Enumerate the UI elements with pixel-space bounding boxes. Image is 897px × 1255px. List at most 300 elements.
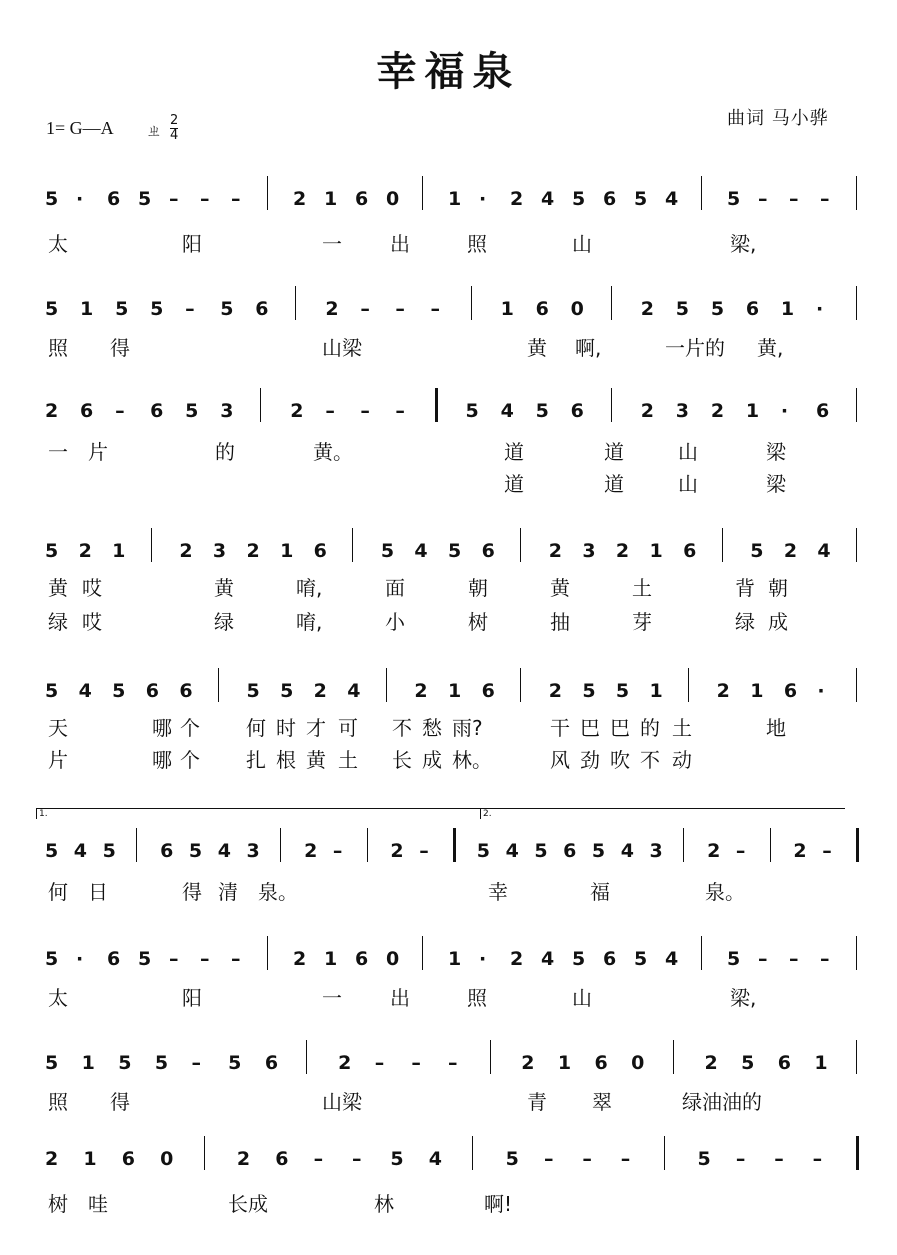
barline	[151, 528, 152, 562]
note: 2	[293, 188, 307, 210]
lyric-word: 照	[467, 986, 487, 1010]
note: 2	[325, 298, 339, 320]
lyric-word: 日	[88, 880, 108, 904]
barline	[490, 1040, 491, 1074]
note: –	[115, 400, 125, 422]
lyric-line	[0, 1086, 897, 1114]
note: 1	[112, 540, 126, 562]
note: 6	[145, 680, 159, 702]
note: 5	[220, 298, 234, 320]
lyric-word: 雨?	[452, 716, 483, 740]
composer-credit: 曲词 马小骅	[727, 108, 829, 129]
note: ·	[479, 948, 487, 970]
note: 5	[185, 400, 199, 422]
note: 6	[594, 1052, 608, 1074]
first-ending-label: 1.	[39, 809, 48, 819]
lyric-word: 泉。	[258, 880, 298, 904]
note: 2	[78, 540, 92, 562]
lyric-word: 得	[182, 880, 202, 904]
lyric-word: 树	[48, 1192, 68, 1216]
lyric-word: 照	[48, 336, 68, 360]
barline	[673, 1040, 674, 1074]
note: ·	[815, 298, 824, 320]
barline	[770, 828, 771, 862]
lyric-word: 哇	[88, 1192, 108, 1216]
lyric-word: 天	[48, 716, 68, 740]
lyric-word: 绿油油的	[682, 1090, 762, 1114]
note: –	[313, 1148, 324, 1170]
note: 5	[572, 948, 586, 970]
note: 5	[535, 400, 549, 422]
note: 2	[293, 948, 307, 970]
lyric-word: 一	[322, 986, 342, 1010]
note: 6	[80, 400, 94, 422]
lyric-word: 山	[572, 986, 592, 1010]
lyric-word: 一片的	[665, 336, 725, 360]
lyric-word: 啊,	[575, 336, 602, 360]
note: 5	[45, 840, 59, 862]
lyric-word: 小	[385, 610, 405, 634]
barline	[367, 828, 368, 862]
lyric-word: 背	[735, 576, 755, 600]
note: 2	[615, 540, 630, 562]
note: –	[395, 298, 405, 320]
note: 6	[121, 1148, 135, 1170]
lyric-word: 风	[550, 748, 570, 772]
barline	[435, 388, 438, 422]
note: 6	[255, 298, 269, 320]
lyric-word: 照	[467, 232, 487, 256]
note: 5	[228, 1052, 242, 1074]
music-line	[0, 840, 897, 870]
lyric-word: 幸	[488, 880, 508, 904]
barline	[856, 1136, 859, 1170]
note: 0	[386, 188, 400, 210]
music-line	[0, 1052, 897, 1082]
note: 1	[649, 680, 663, 702]
song-title: 幸福泉	[376, 48, 521, 95]
note: 5	[675, 298, 690, 320]
lyric-word: 黄	[550, 576, 570, 600]
note: 5	[634, 948, 648, 970]
note: 5	[534, 840, 548, 862]
note: 6	[481, 680, 495, 702]
lyric-word: 梁	[766, 472, 786, 496]
note: 5	[634, 188, 648, 210]
lyric-word: 可	[338, 716, 358, 740]
lyric-word: 黄,	[757, 336, 784, 360]
note: 4	[347, 680, 361, 702]
lyric-line	[0, 712, 897, 740]
note: –	[231, 188, 241, 210]
note: 0	[631, 1052, 645, 1074]
lyric-word: 泉。	[705, 880, 745, 904]
lyric-word: 黄	[48, 576, 68, 600]
note: 5	[615, 680, 630, 702]
note: 5	[138, 188, 152, 210]
note: 5	[476, 840, 491, 862]
lyric-word: 青	[527, 1090, 547, 1114]
note: 5	[45, 540, 59, 562]
barline	[664, 1136, 665, 1170]
lyric-word: 的	[215, 440, 235, 464]
note: 6	[179, 680, 193, 702]
note: 2	[640, 400, 654, 422]
note: –	[582, 1148, 592, 1170]
note: –	[231, 948, 241, 970]
barline	[136, 828, 137, 862]
lyric-word: 绿	[214, 610, 234, 634]
note: 2	[716, 680, 730, 702]
note: –	[774, 1148, 784, 1170]
note: 2	[704, 1052, 718, 1074]
lyric-word: 绿	[735, 610, 755, 634]
note: –	[374, 1052, 385, 1074]
lyric-word: 土	[338, 748, 358, 772]
note: 5	[750, 540, 764, 562]
note: 2	[707, 840, 721, 862]
note: 1	[448, 188, 462, 210]
note: –	[448, 1052, 458, 1074]
lyric-line	[0, 468, 897, 496]
note: 5	[45, 188, 59, 210]
lyric-word: 成	[768, 610, 788, 634]
note: –	[758, 188, 768, 210]
note: 2	[510, 188, 524, 210]
note: 4	[620, 840, 634, 862]
note: 6	[313, 540, 327, 562]
lyric-word: 个	[180, 716, 200, 740]
note: 5	[188, 840, 203, 862]
note: 1	[745, 400, 760, 422]
note: 2	[179, 540, 193, 562]
note: 6	[535, 298, 549, 320]
lyric-word: 得	[110, 1090, 130, 1114]
lyric-word: 哎	[82, 610, 102, 634]
note: 1	[500, 298, 514, 320]
note: 3	[582, 540, 596, 562]
lyric-word: 扎	[246, 748, 266, 772]
lyric-word: 一	[322, 232, 342, 256]
note: 5	[448, 540, 462, 562]
barline	[856, 936, 857, 970]
note: 6	[783, 680, 798, 702]
barline	[611, 388, 612, 422]
lyric-word: 黄	[527, 336, 547, 360]
note: –	[332, 840, 343, 862]
note: –	[352, 1148, 362, 1170]
lyric-word: 朝	[468, 576, 488, 600]
note: 4	[505, 840, 519, 862]
lyric-word: 道	[604, 472, 624, 496]
note: 2	[510, 948, 524, 970]
lyric-word: 林	[374, 1192, 394, 1216]
lyric-word: 何	[246, 716, 266, 740]
lyric-word: 梁,	[730, 986, 757, 1010]
note: –	[789, 948, 799, 970]
note: 4	[73, 840, 88, 862]
note: 5	[45, 298, 59, 320]
note: 1	[324, 948, 338, 970]
note: 5	[741, 1052, 755, 1074]
note: 1	[80, 298, 94, 320]
note: 1	[448, 948, 462, 970]
barline	[422, 176, 423, 210]
note: 5	[115, 298, 129, 320]
note: 6	[745, 298, 760, 320]
lyric-word: 山	[678, 440, 698, 464]
time-signature	[170, 114, 178, 143]
note: –	[620, 1148, 631, 1170]
note: –	[169, 188, 179, 210]
barline	[295, 286, 296, 320]
note: 6	[603, 948, 617, 970]
note: 3	[246, 840, 260, 862]
meter-bottom: 4	[170, 128, 179, 143]
barline	[856, 1040, 857, 1074]
lyric-word: 绿	[48, 610, 68, 634]
second-ending-bracket	[480, 808, 845, 819]
note: 5	[505, 1148, 519, 1170]
note: 5	[112, 680, 126, 702]
note: 2	[45, 1148, 59, 1170]
barline	[218, 668, 219, 702]
note: 1	[750, 680, 764, 702]
note: 6	[264, 1052, 279, 1074]
note: –	[820, 188, 830, 210]
lyric-word: 吹	[610, 748, 630, 772]
lyric-line	[0, 876, 897, 904]
barline	[260, 388, 261, 422]
lyric-word: 不	[640, 748, 660, 772]
lyric-word: 山	[678, 472, 698, 496]
note: 2	[793, 840, 807, 862]
lyric-word: 成	[422, 748, 442, 772]
lyric-word: 土	[672, 716, 692, 740]
note: 4	[665, 948, 679, 970]
note: 5	[102, 840, 116, 862]
lyric-word: 太	[48, 232, 68, 256]
lyric-word: 树	[468, 610, 488, 634]
note: 5	[246, 680, 260, 702]
barline	[267, 936, 268, 970]
lyric-word: 干	[550, 716, 570, 740]
note: 4	[541, 948, 555, 970]
barline	[683, 828, 684, 862]
note: 4	[665, 188, 679, 210]
music-line	[0, 298, 897, 328]
barline	[611, 286, 612, 320]
note: 2	[313, 680, 327, 702]
note: –	[812, 1148, 823, 1170]
music-line	[0, 680, 897, 710]
second-ending-label: 2.	[483, 809, 492, 819]
note: 5	[45, 1052, 59, 1074]
note: 4	[500, 400, 514, 422]
note: ·	[817, 680, 825, 702]
note: –	[758, 948, 768, 970]
barline	[422, 936, 423, 970]
note: 3	[220, 400, 234, 422]
note: 1	[780, 298, 795, 320]
note: 1	[83, 1148, 97, 1170]
note: 5	[380, 540, 395, 562]
barline	[856, 668, 857, 702]
note: –	[430, 298, 440, 320]
barline	[204, 1136, 205, 1170]
lyric-word: 地	[766, 716, 786, 740]
note: 6	[107, 948, 121, 970]
note: 6	[815, 400, 830, 422]
note: –	[191, 1052, 202, 1074]
lyric-word: 翠	[592, 1090, 612, 1114]
lyric-word: 的	[640, 716, 660, 740]
lyric-word: 黄。	[313, 440, 353, 464]
lyric-word: 道	[504, 472, 524, 496]
note: ·	[76, 948, 84, 970]
note: 5	[697, 1148, 711, 1170]
lyric-word: 巴	[580, 716, 600, 740]
lyric-line	[0, 982, 897, 1010]
note: –	[789, 188, 799, 210]
barline	[280, 828, 281, 862]
note: ·	[479, 188, 487, 210]
barline	[520, 668, 521, 702]
note: 1	[448, 680, 462, 702]
note: 1	[280, 540, 294, 562]
lyric-word: 梁	[766, 440, 786, 464]
note: 2	[390, 840, 404, 862]
lyric-word: 抽	[550, 610, 570, 634]
lyric-word: 清	[218, 880, 238, 904]
note: 2	[710, 400, 725, 422]
lyric-word: 出	[390, 232, 410, 256]
note: 5	[118, 1052, 132, 1074]
note: 6	[603, 188, 617, 210]
note: 5	[150, 298, 164, 320]
meter-top: 2	[170, 113, 179, 128]
note: 1	[649, 540, 663, 562]
note: 5	[727, 948, 741, 970]
note: 4	[414, 540, 428, 562]
lyric-word: 朝	[768, 576, 788, 600]
note: 2	[548, 540, 562, 562]
note: 3	[212, 540, 227, 562]
lyric-word: 动	[672, 748, 692, 772]
note: 6	[777, 1052, 791, 1074]
lyric-word: 愁	[422, 716, 442, 740]
lyric-line	[0, 572, 897, 600]
note: 2	[783, 540, 798, 562]
note: –	[411, 1052, 421, 1074]
barline	[856, 828, 859, 862]
note: –	[360, 298, 370, 320]
music-line	[0, 1148, 897, 1178]
lyric-word: 长成	[228, 1192, 268, 1216]
note: 2	[290, 400, 304, 422]
lyric-word: 梁,	[730, 232, 757, 256]
lyric-word: 福	[590, 880, 610, 904]
lyric-word: 得	[110, 336, 130, 360]
barline	[267, 176, 268, 210]
note: 6	[355, 948, 369, 970]
lyric-word: 阳	[182, 232, 202, 256]
note: 5	[465, 400, 479, 422]
note: –	[543, 1148, 554, 1170]
lyric-line	[0, 436, 897, 464]
note: –	[325, 400, 335, 422]
lyric-word: 道	[504, 440, 524, 464]
note: 0	[570, 298, 584, 320]
lyric-word: 黄	[306, 748, 326, 772]
note: 6	[570, 400, 584, 422]
note: 4	[541, 188, 555, 210]
lyric-line	[0, 606, 897, 634]
note: 5	[45, 948, 59, 970]
note: 2	[338, 1052, 352, 1074]
barline	[856, 176, 857, 210]
barline	[701, 176, 702, 210]
note: 2	[304, 840, 318, 862]
note: 5	[572, 188, 586, 210]
note: 6	[683, 540, 697, 562]
lyric-word: 出	[390, 986, 410, 1010]
lyric-word: 唷,	[296, 576, 323, 600]
barline	[352, 528, 353, 562]
note: –	[169, 948, 179, 970]
lyric-word: 片	[88, 440, 108, 464]
note: 4	[217, 840, 231, 862]
note: –	[822, 840, 832, 862]
lyric-line	[0, 228, 897, 256]
barline	[520, 528, 521, 562]
note: –	[200, 188, 210, 210]
barline	[306, 1040, 307, 1074]
lyric-word: 个	[180, 748, 200, 772]
lyric-word: 唷,	[296, 610, 323, 634]
note: 2	[640, 298, 654, 320]
note: 5	[710, 298, 725, 320]
note: 5	[582, 680, 596, 702]
lyric-word: 根	[276, 748, 296, 772]
note: 5	[280, 680, 294, 702]
barline	[856, 528, 857, 562]
lyric-word: 芽	[632, 610, 652, 634]
note: 4	[78, 680, 92, 702]
lyric-word: 阳	[182, 986, 202, 1010]
lyric-word: 一	[48, 440, 68, 464]
lyric-word: 啊!	[484, 1192, 513, 1216]
music-line	[0, 948, 897, 978]
barline	[471, 286, 472, 320]
note: 5	[591, 840, 606, 862]
lyric-word: 太	[48, 986, 68, 1010]
note: 5	[390, 1148, 404, 1170]
lyric-word: 林。	[452, 748, 492, 772]
lyric-word: 土	[632, 576, 652, 600]
lyric-word: 时	[276, 716, 296, 740]
lyric-word: 道	[604, 440, 624, 464]
lyric-word: 山梁	[322, 336, 362, 360]
music-line	[0, 188, 897, 218]
barline	[856, 286, 857, 320]
note: –	[735, 1148, 746, 1170]
note: 5	[138, 948, 152, 970]
barline	[701, 936, 702, 970]
lyric-word: 劲	[580, 748, 600, 772]
lyric-word: 不	[392, 716, 412, 740]
lyric-line	[0, 744, 897, 772]
